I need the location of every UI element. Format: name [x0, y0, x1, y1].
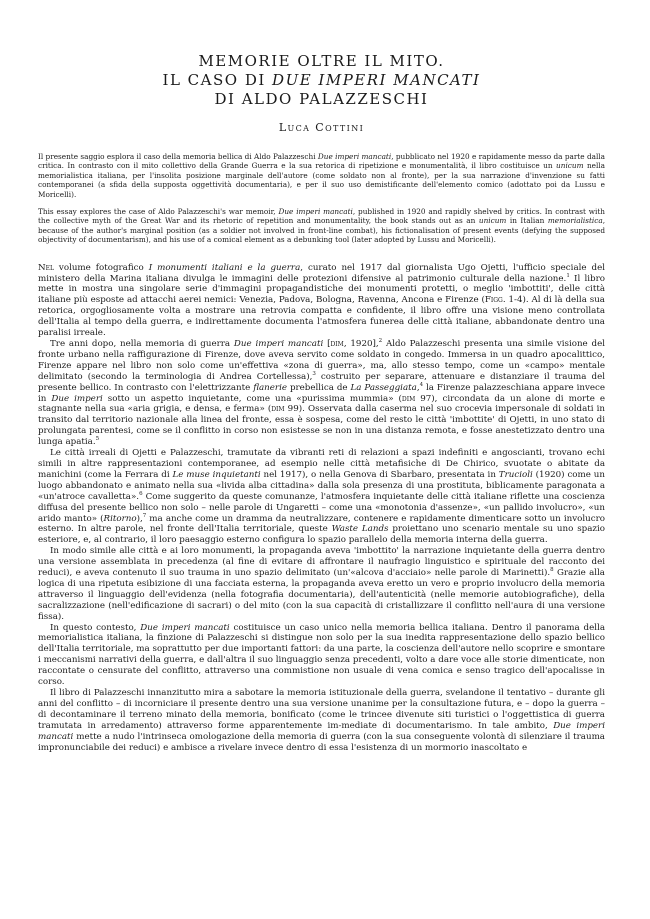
abbreviation: dim — [401, 393, 416, 404]
italic-title: Due imperi mancati — [233, 339, 324, 349]
abstract-it-title: Due imperi mancati — [317, 152, 392, 161]
text: Come suggerito da queste comunanze, l'atmosfera inquietante delle città italiane riflette una coscienza diffusa del presente bellico non solo – nelle parole di Ungaretti – come una «monotonia d'assenze», «un pallido involucro», «un arido manto» ( — [38, 491, 605, 524]
footnote-marker[interactable]: 7 — [142, 512, 147, 519]
text: ), — [136, 513, 143, 524]
abstract-en-italic: unicum — [478, 216, 507, 226]
body-paragraph-4 — [38, 546, 605, 622]
text: , — [416, 382, 420, 393]
text: mette a nudo l'intrinseca omologazione della memoria di guerra (con la sua conseguente volontà di silenziare il trauma impronunciabile dei reduci) e ambisce a rivelare invece dentro di essa l'esistenza di un mormorio inascoltato e — [38, 731, 605, 753]
footnote-marker[interactable]: 4 — [419, 381, 424, 388]
text: ). Al di là della sua retorica, orgogliosamente volta a mostrare una retrovia compatta e confidente, il libro offre una visione meno controllata dell'Italia al tempo della guerra, e indirettamente documenta l'atmosfera funerea delle città italiane, abbandonate dentro una paralisi irreale. — [38, 295, 605, 339]
title-line-2-prefix: IL CASO DI — [162, 71, 273, 89]
text: volume fotografico — [53, 262, 149, 273]
abstract-english — [38, 207, 605, 245]
italic-title: Due imperi — [51, 393, 103, 404]
text: Grazie alla logica di una ripetuta esibizione di una facciata esterna, la propaganda aveva eretto un vero e proprio involucro della memoria attraverso il linguaggio dell'evidenza (nella fotografia documentaria), dell'autenticità (nelle memorie autobiografiche), della sacralizzazione (nell'edificazione di sacrari) o del mito (con la sua capacità di cristallizzare il conflitto nell'aura di una versione fissa). — [38, 568, 605, 622]
text: (1920) come un luogo abbandonato e animato nella sua «livida alba cittadina» dalla sola presenza di una prostituta, biblicamente paragonata a «un'atroce cavalletta». — [38, 469, 605, 502]
figure-reference: Figg. 1-4 — [484, 295, 523, 306]
italic-term: flanerie — [253, 382, 287, 393]
text: costituisce un caso unico nella memoria bellica italiana. Dentro il panorama della memorialistica italiana, la finzione di Palazzeschi si distingue non solo per la sua inedita rappresentazione dello spazio bellico dell'Italia territoriale, ma soprattutto per due importanti fattori: da una parte, la coscienza dell'autore nello scoprire e smontare i meccanismi narrativi della guerra, e dall'altra il suo linguaggio senza precedenti, volto a dare voce alle storie dimenticate, non raccontate o censurate del conflitto, attraverso una commistione non usuale di vena comica e senso tragico dell'apocalisse in corso. — [38, 622, 605, 688]
lead-word: Nel — [38, 262, 54, 273]
text: ma anche come un dramma da neutralizzare, contenere e rapidamente dimenticare sotto un involucro esterno. In altre parole, nel fronte dell'Italia territoriale, queste — [38, 513, 605, 535]
footnote-marker[interactable]: 2 — [378, 338, 383, 345]
text: nel 1917), o nella Genova di Sbarbaro, presentata in — [260, 469, 499, 480]
italic-title: I monumenti italiani e la guerra — [148, 262, 301, 273]
text: 97), circondata da un alone di morte e stagnante nella sua «aria grigia, e densa, e ferma» ( — [38, 393, 605, 415]
abbreviation: dim — [330, 339, 344, 349]
footnote-marker[interactable]: 6 — [139, 490, 143, 497]
title-line-1: MEMORIE OLTRE IL MITO. — [198, 52, 445, 70]
text: prebellica de — [287, 382, 351, 393]
text: In modo simile alle città e ai loro monumenti, la propaganda aveva 'imbottito' la narrazione inquietante della guerra dentro una versione assemblata in precedenza (al fine di evitare di affrontare il naufragio linguistico e spirituale del racconto dei reduci), e aveva contenuto il suo trauma in uno spazio delimitato (un'«alcova d'acciaio» nelle parole di Marinetti). — [38, 546, 605, 579]
body-paragraph-6 — [38, 688, 605, 753]
abstract-it-italic: unicum — [556, 161, 584, 171]
italic-title: Ritorno — [103, 513, 137, 524]
italic-title: Due imperi mancati — [38, 720, 605, 742]
abstract-italian — [38, 152, 605, 199]
text: , 1920], — [343, 339, 379, 349]
text: 99). Osservata dalla caserma nel suo crocevia impersonale di soldati in transito dal territorio nazionale alla linea del fronte, essa è sospesa, come del resto le città 'imbottite' di Ojetti, in uno stato di prolungata parentesi, come se il conflitto in corso non esistesse se non in una distanza remota, e fosse anestetizzato dentro una lunga apatia. — [38, 404, 605, 448]
body-paragraph-2 — [38, 339, 605, 448]
paper-title — [38, 52, 605, 109]
text: costruito per separare, attenuare e distanziare il trauma del presente bellico. In contrasto con l'elettrizzante — [38, 371, 605, 393]
body-paragraph-3 — [38, 448, 605, 546]
footnote-marker[interactable]: 1 — [566, 272, 570, 279]
text: Tre anni dopo, nella memoria di guerra — [50, 339, 234, 349]
text: Le città irreali di Ojetti e Palazzeschi, tramutate da vibranti reti di relazioni a spazi indefiniti e angoscianti, trovano echi simili in altre rappresentazioni contemporanee, ad esempio nelle città metafisiche di De Chirico, svuotate o abitate da manichini (come la Ferrara di — [38, 448, 605, 480]
text: Il libro di Palazzeschi innanzitutto mira a sabotare la memoria istituzionale della guerra, svelandone il tentativo – durante gli anni del conflitto – di incorniciare il presente dentro una sua versione unanime per la consultazione futura, e – dopo la guerra – di decontaminare il terreno minato della memoria, bonificato (come le trincee divenute siti turistici o l'oggettistica di guerra tramutata in arredamento) attraverso forme apparentemente im-mediate di documentarismo. In tale ambito, — [38, 688, 605, 731]
text: proiettano uno scenario mentale su uno spazio esteriore, e, al contrario, il loro paesaggio esterno configura lo spazio parallelo della memoria interna della guerra. — [38, 524, 605, 546]
italic-title: La Passeggiata — [350, 382, 417, 393]
abstract-en-text: , published in 1920 and rapidly shelved by critics. In contrast with the collective myth of the Great War and its rhetoric of repetition and monumentality, the book stands out as an — [38, 207, 605, 226]
footnote-marker[interactable]: 3 — [312, 370, 316, 377]
author-name: Luca Cottini — [278, 121, 365, 134]
text: [ — [323, 339, 331, 349]
title-line-3: DI ALDO PALAZZESCHI — [214, 90, 429, 108]
italic-title: Trucioli — [498, 469, 533, 480]
body-paragraph-1 — [38, 263, 605, 339]
italic-title: Due imperi mancati — [140, 622, 230, 633]
title-line-2-italic: DUE IMPERI MANCATI — [272, 71, 481, 89]
text: , curato nel 1917 dal giornalista Ugo Ojetti, l'ufficio speciale del ministero della Marina italiana divulga le immagini delle protezioni difensive al patrimonio culturale della nazione. — [38, 262, 605, 284]
text: Aldo Palazzeschi presenta una simile visione del fronte urbano nella raffigurazione di Firenze, dove aveva servito come soldato in congedo. Immersa in un quadro apocalittico, Firenze appare nel libro non solo come un'effettiva «zona di guerra», ma, allo stesso tempo, come un «campo» mentale delimitato (secondo la terminologia di Andrea Cortellessa), — [38, 339, 606, 382]
abstract-it-text: nella memorialistica italiana, per l'insolita posizione marginale dell'autore (come soldato non al fronte), per la sua narrazione d'invenzione su fatti contemporanei (a sfida della supposta oggettività documentaria), e per il suo uso demistificante dell'elemento comico (adottato poi da Lussu e Moricelli). — [38, 161, 605, 199]
title-line-2 — [38, 71, 605, 90]
footnote-marker[interactable]: 5 — [95, 436, 100, 443]
italic-term: Waste Lands — [331, 524, 389, 535]
text: sotto un aspetto inquietante, come una «purissima mummia» ( — [102, 393, 402, 404]
text: la Firenze palazzeschiana appare invece in — [38, 382, 606, 404]
body-text — [38, 263, 605, 754]
abstract-en-text: in Italian — [506, 216, 548, 226]
body-paragraph-5 — [38, 623, 605, 688]
abstract-en-title: Due imperi mancati — [278, 207, 353, 217]
abstract-it-text: Il presente saggio esplora il caso della memoria bellica di Aldo Palazzeschi — [38, 152, 318, 161]
text: Il libro mette in mostra una singolare serie d'immagini propagandistiche dei monumenti protetti, o meglio 'imbottiti', delle città italiane più esposte ad attacchi aerei nemici: Venezia, Padova, Bologna, Ravenna, Ancona e Firenze ( — [38, 273, 605, 306]
abstract-it-text: , pubblicato nel 1920 e rapidamente messo da parte dalla critica. In contrasto con il mito collettivo della Grande Guerra e la sua retorica di ripetizione e monumentalità, il libro costituisce un — [38, 152, 605, 171]
abstract-en-text: , because of the author's marginal position (as a soldier not involved in front-line combat), his fictionalisation of present events (defying the supposed objectivity of documentarism), and his use of a comical element as a debunking tool (later adopted by Lussu and Moricelli). — [38, 216, 606, 245]
abstract-en-italic: memorialistica — [547, 216, 603, 226]
italic-title: Le muse inquietanti — [172, 469, 261, 480]
footnote-marker[interactable]: 8 — [550, 567, 554, 574]
abstract-en-text: This essay explores the case of Aldo Palazzeschi's war memoir, — [38, 207, 279, 217]
abbreviation: dim — [271, 404, 285, 415]
text: In questo contesto, — [50, 622, 141, 633]
